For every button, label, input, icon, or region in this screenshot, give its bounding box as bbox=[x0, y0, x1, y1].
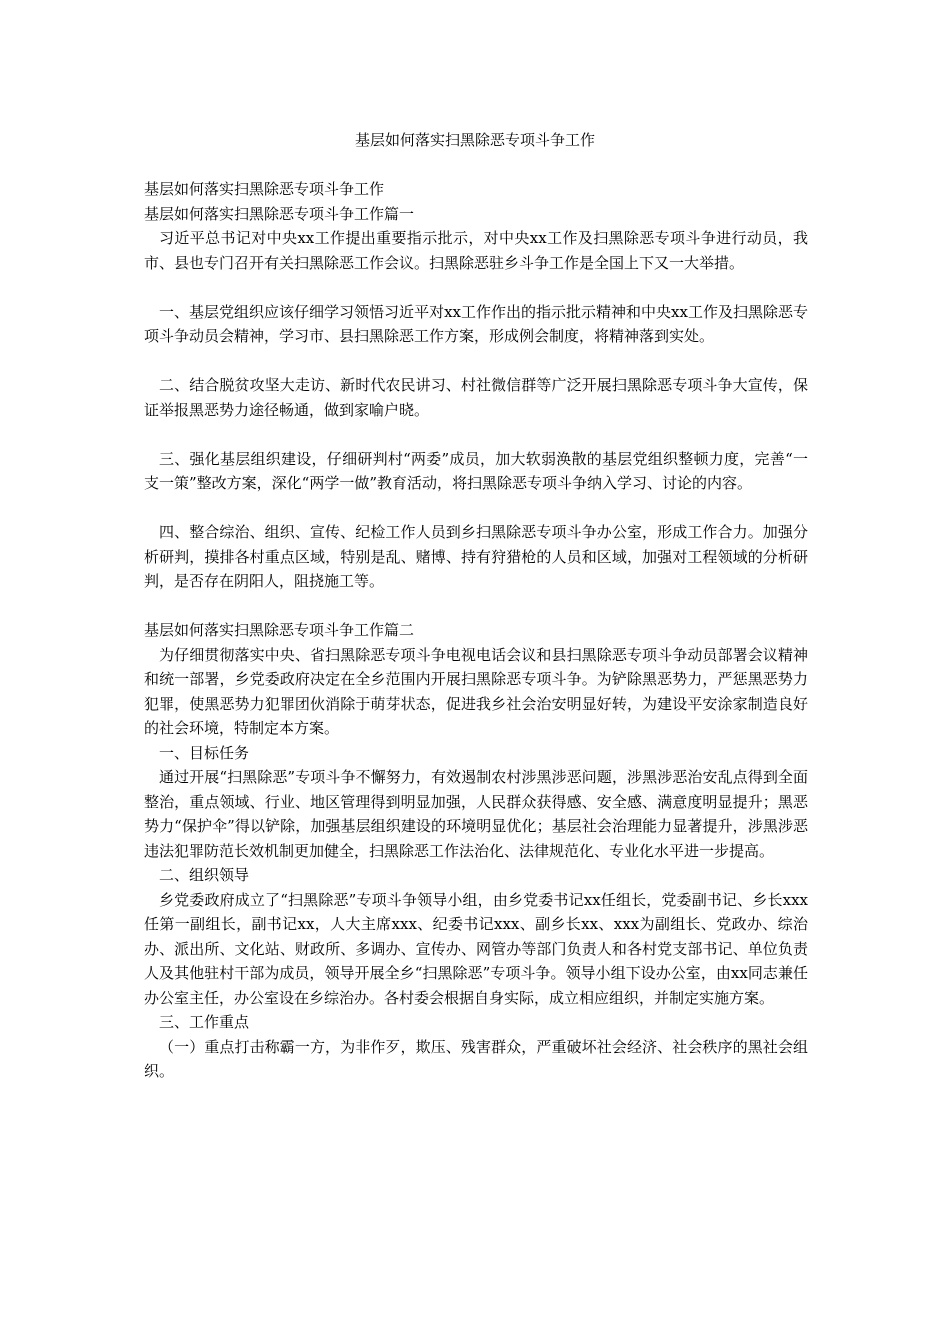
paragraph-goals: 通过开展“扫黑除恶”专项斗争不懈努力，有效遏制农村涉黑涉恶问题，涉黑涉恶治安乱点得到全面整治，重点领域、行业、地区管理得到明显加强，人民群众获得感、安全感、满意度明显提升；黑恶势力“保护伞”得以铲除，加强基层组织建设的环境明显优化；基层社会治理能力显著提升，涉黑涉恶违法犯罪防范长效机制更加健全，扫黑除恶工作法治化、法律规范化、专业化水平进一步提高。 bbox=[144, 768, 808, 860]
paragraph-point-four: 四、整合综治、组织、宣传、纪检工作人员到乡扫黑除恶专项斗争办公室，形成工作合力。加强分析研判，摸排各村重点区域，特别是乱、赌博、持有狩猎枪的人员和区域，加强对工程领域的分析研判，是否存在阴阳人，阻挠施工等。 bbox=[144, 523, 808, 590]
blank-line bbox=[144, 275, 808, 300]
paragraph-focus-one: （一）重点打击称霸一方，为非作歹，欺压、残害群众，严重破坏社会经济、社会秩序的黑社会组织。 bbox=[144, 1037, 808, 1080]
document-title: 基层如何落实扫黑除恶专项斗争工作 bbox=[354, 131, 595, 149]
paragraph-point-two: 二、结合脱贫攻坚大走访、新时代农民讲习、村社微信群等广泛开展扫黑除恶专项斗争大宣传，保证举报黑恶势力途径畅通，做到家喻户晓。 bbox=[144, 376, 808, 419]
blank-line bbox=[144, 349, 808, 374]
section-heading-goals: 一、目标任务 bbox=[159, 743, 250, 762]
document-body bbox=[144, 177, 808, 1084]
section-heading-focus: 三、工作重点 bbox=[159, 1013, 250, 1031]
heading-main: 基层如何落实扫黑除恶专项斗争工作 bbox=[144, 180, 385, 198]
blank-line bbox=[144, 422, 808, 447]
paragraph-point-three: 三、强化基层组织建设，仔细研判村“两委”成员，加大软弱涣散的基层党组织整顿力度，完善“一支一策”整改方案，深化“两学一做”教育活动，将扫黑除恶专项斗争纳入学习、讨论的内容。 bbox=[144, 449, 808, 492]
paragraph-leadership: 乡党委政府成立了“扫黑除恶”专项斗争领导小组，由乡党委书记xx任组长，党委副书记、乡长xxx任第一副组长，副书记xx，人大主席xxx、纪委书记xxx、副乡长xx、xxx为副组长、党政办、综治办、派出所、文化站、财政所、多调办、宣传办、网管办等部门负责人和各村党支部书记、单位负责人及其他驻村干部为成员，领导开展全乡“扫黑除恶”专项斗争。领导小组下设办公室，由xx同志兼任办公室主任，办公室设在乡综治办。各村委会根据自身实际，成立相应组织，并制定实施方案。 bbox=[144, 890, 808, 1007]
heading-part-one: 基层如何落实扫黑除恶专项斗争工作篇一 bbox=[144, 204, 415, 223]
paragraph-point-one: 一、基层党组织应该仔细学习领悟习近平对xx工作作出的指示批示精神和中央xx工作及扫黑除恶专项斗争动员会精神，学习市、县扫黑除恶工作方案，形成例会制度，将精神落到实处。 bbox=[144, 302, 808, 345]
paragraph-intro: 习近平总书记对中央xx工作提出重要指示批示，对中央xx工作及扫黑除恶专项斗争进行动员，我市、县也专门召开有关扫黑除恶工作会议。扫黑除恶驻乡斗争工作是全国上下又一大举措。 bbox=[144, 229, 808, 272]
blank-line bbox=[144, 496, 808, 521]
blank-line bbox=[144, 594, 808, 619]
section-heading-leadership: 二、组织领导 bbox=[159, 866, 250, 884]
paragraph-plan-intro: 为仔细贯彻落实中央、省扫黑除恶专项斗争电视电话会议和县扫黑除恶专项斗争动员部署会议精神和统一部署，乡党委政府决定在全乡范围内开展扫黑除恶专项斗争。为铲除黑恶势力，严惩黑恶势力犯罪，使黑恶势力犯罪团伙消除于萌芽状态，促进我乡社会治安明显好转，为建设平安涂家制造良好的社会环境，特制定本方案。 bbox=[144, 645, 808, 737]
heading-part-two: 基层如何落实扫黑除恶专项斗争工作篇二 bbox=[144, 621, 415, 639]
